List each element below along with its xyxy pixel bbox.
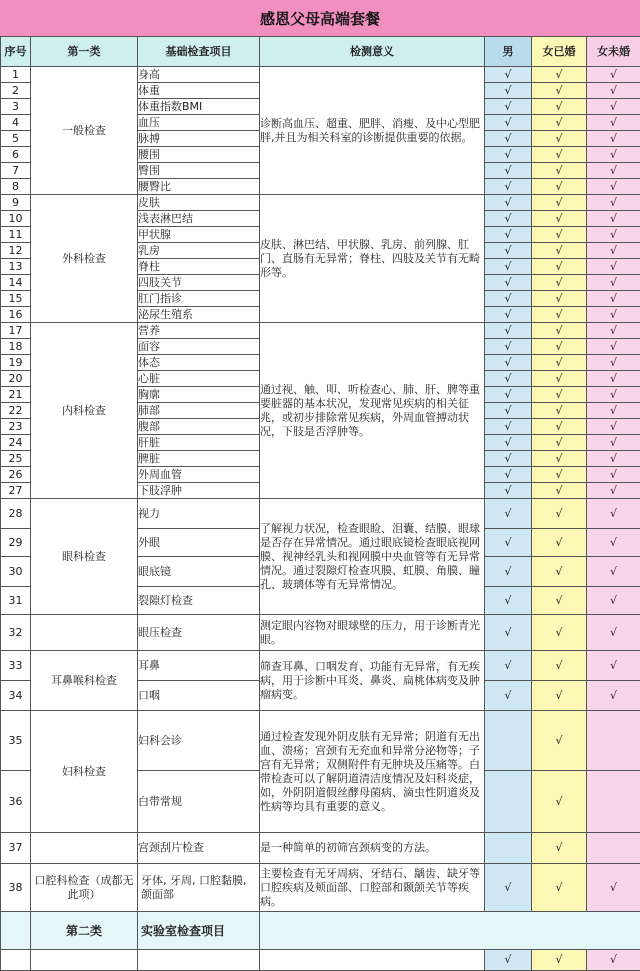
male-check: √ (485, 67, 532, 83)
row-number: 34 (1, 681, 31, 711)
male-check: √ (485, 387, 532, 403)
married-check: √ (532, 83, 587, 99)
subheader-category: 第二类 (31, 912, 138, 950)
item-name: 眼底镜 (138, 557, 260, 587)
item-name: 腰围 (138, 147, 260, 163)
row-number: 14 (1, 275, 31, 291)
table-row (1, 499, 640, 529)
unmarried-check: √ (587, 403, 640, 419)
row-number: 5 (1, 131, 31, 147)
unmarried-check: √ (587, 681, 640, 711)
row-number: 24 (1, 435, 31, 451)
row-number: 12 (1, 243, 31, 259)
row-number: 23 (1, 419, 31, 435)
item-name: 宫颈刮片检查 (138, 833, 260, 864)
header-married: 女已婚 (532, 37, 587, 67)
married-check: √ (532, 467, 587, 483)
married-check: √ (532, 651, 587, 681)
married-check: √ (532, 291, 587, 307)
male-check: √ (485, 557, 532, 587)
male-check: √ (485, 451, 532, 467)
item-name: 胸廓 (138, 387, 260, 403)
row-number: 38 (1, 864, 31, 912)
married-check: √ (532, 259, 587, 275)
row-number: 11 (1, 227, 31, 243)
subheader-no-empty (1, 912, 31, 950)
male-check: √ (485, 499, 532, 529)
unmarried-check: √ (587, 179, 640, 195)
male-check: √ (485, 355, 532, 371)
row-number: 29 (1, 529, 31, 557)
row-number: 6 (1, 147, 31, 163)
male-check: √ (485, 99, 532, 115)
meaning-oral: 主要检查有无牙周病、牙结石、龋齿、缺牙等口腔疾病及颊面部、口腔部和颞颌关节等疾病。 (260, 864, 485, 912)
married-check: √ (532, 195, 587, 211)
married-check: √ (532, 833, 587, 864)
table-row (1, 67, 640, 83)
row-number: 31 (1, 587, 31, 615)
row-number: 16 (1, 307, 31, 323)
married-check: √ (532, 371, 587, 387)
male-empty (485, 711, 532, 771)
married-check: √ (532, 387, 587, 403)
item-name: 臀围 (138, 163, 260, 179)
section-subheader-row (1, 912, 640, 950)
unmarried-empty (587, 833, 640, 864)
row-number: 10 (1, 211, 31, 227)
item-name: 眼压检查 (138, 615, 260, 651)
item-partial (138, 950, 260, 971)
row-number: 36 (1, 771, 31, 833)
unmarried-check: √ (587, 147, 640, 163)
married-check: √ (532, 243, 587, 259)
married-check: √ (532, 419, 587, 435)
item-name: 妇科会诊 (138, 711, 260, 771)
meaning-surgery: 皮肤、淋巴结、甲状腺、乳房、前列腺、肛门、直肠有无异常；脊柱、四肢及关节有无畸形等。 (260, 195, 485, 323)
married-check: √ (532, 227, 587, 243)
subheader-item: 实验室检查项目 (138, 912, 260, 950)
item-name: 裂隙灯检查 (138, 587, 260, 615)
male-check: √ (485, 211, 532, 227)
unmarried-check: √ (587, 371, 640, 387)
married-check: √ (532, 163, 587, 179)
unmarried-check: √ (587, 950, 640, 971)
row-number: 8 (1, 179, 31, 195)
married-check: √ (532, 131, 587, 147)
item-name: 腹部 (138, 419, 260, 435)
married-check: √ (532, 681, 587, 711)
item-name: 乳房 (138, 243, 260, 259)
category-eye-empty (31, 615, 138, 651)
row-number: 18 (1, 339, 31, 355)
category-gyn: 妇科检查 (31, 711, 138, 833)
page-title: 感恩父母高端套餐 (0, 0, 640, 37)
item-name: 血压 (138, 115, 260, 131)
unmarried-check: √ (587, 83, 640, 99)
married-check: √ (532, 323, 587, 339)
meaning-internal: 通过视、触、叩、听检查心、肺、肝、脾等重要脏器的基本状况，发现常见疾病的相关征兆，或初步排除常见疾病，外周血管搏动状况，下肢是否浮肿等。 (260, 323, 485, 499)
meaning-iop: 测定眼内容物对眼球壁的压力，用于诊断青光眼。 (260, 615, 485, 651)
row-number: 9 (1, 195, 31, 211)
row-number: 3 (1, 99, 31, 115)
row-number: 33 (1, 651, 31, 681)
male-check: √ (485, 483, 532, 499)
married-check: √ (532, 403, 587, 419)
item-name: 脉搏 (138, 131, 260, 147)
header-male: 男 (485, 37, 532, 67)
male-check: √ (485, 147, 532, 163)
male-check: √ (485, 371, 532, 387)
married-check: √ (532, 307, 587, 323)
married-check: √ (532, 587, 587, 615)
married-check: √ (532, 451, 587, 467)
item-name: 营养 (138, 323, 260, 339)
item-name: 浅表淋巴结 (138, 211, 260, 227)
married-check: √ (532, 115, 587, 131)
meaning-pap: 是一种简单的初筛宫颈病变的方法。 (260, 833, 485, 864)
married-check: √ (532, 711, 587, 771)
unmarried-check: √ (587, 259, 640, 275)
male-check: √ (485, 403, 532, 419)
married-check: √ (532, 950, 587, 971)
header-category: 第一类 (31, 37, 138, 67)
male-check: √ (485, 339, 532, 355)
row-number: 22 (1, 403, 31, 419)
item-name: 外周血管 (138, 467, 260, 483)
row-number: 7 (1, 163, 31, 179)
meaning-ent: 筛查耳鼻、口咽发育、功能有无异常，有无疾病，用于诊断中耳炎、鼻炎、扁桃体病变及肿瘤病变。 (260, 651, 485, 711)
meaning-general: 诊断高血压、超重、肥胖、消瘦、及中心型肥胖,并且为相关科室的诊断提供重要的依据。 (260, 67, 485, 195)
unmarried-check: √ (587, 163, 640, 179)
married-check: √ (532, 179, 587, 195)
male-check: √ (485, 419, 532, 435)
row-number: 26 (1, 467, 31, 483)
unmarried-check: √ (587, 483, 640, 499)
row-number: 32 (1, 615, 31, 651)
row-number: 19 (1, 355, 31, 371)
item-name: 外眼 (138, 529, 260, 557)
married-check: √ (532, 771, 587, 833)
male-check: √ (485, 587, 532, 615)
male-check: √ (485, 115, 532, 131)
unmarried-empty (587, 711, 640, 771)
unmarried-check: √ (587, 387, 640, 403)
category-general: 一般检查 (31, 67, 138, 195)
table-row (1, 711, 640, 771)
unmarried-check: √ (587, 115, 640, 131)
category-ent: 耳鼻喉科检查 (31, 651, 138, 711)
male-check: √ (485, 163, 532, 179)
package-table (0, 36, 640, 971)
unmarried-check: √ (587, 355, 640, 371)
unmarried-check: √ (587, 419, 640, 435)
table-row-partial (1, 950, 640, 971)
category-surgery: 外科检查 (31, 195, 138, 323)
unmarried-check: √ (587, 227, 640, 243)
row-number: 1 (1, 67, 31, 83)
male-check: √ (485, 435, 532, 451)
male-empty (485, 833, 532, 864)
item-name: 脊柱 (138, 259, 260, 275)
male-check: √ (485, 195, 532, 211)
male-check: √ (485, 615, 532, 651)
item-name: 体重 (138, 83, 260, 99)
unmarried-check: √ (587, 99, 640, 115)
item-name: 肺部 (138, 403, 260, 419)
row-number: 27 (1, 483, 31, 499)
married-check: √ (532, 355, 587, 371)
male-check: √ (485, 83, 532, 99)
category-oral: 口腔科检查（成都无此项） (31, 864, 138, 912)
married-check: √ (532, 615, 587, 651)
unmarried-check: √ (587, 587, 640, 615)
header-no: 序号 (1, 37, 31, 67)
male-check: √ (485, 651, 532, 681)
male-check: √ (485, 529, 532, 557)
unmarried-check: √ (587, 291, 640, 307)
item-name: 腰臀比 (138, 179, 260, 195)
item-name: 体态 (138, 355, 260, 371)
item-name: 面容 (138, 339, 260, 355)
item-name: 肝脏 (138, 435, 260, 451)
item-name: 体重指数BMI (138, 99, 260, 115)
married-check: √ (532, 483, 587, 499)
male-check: √ (485, 681, 532, 711)
male-check: √ (485, 307, 532, 323)
unmarried-check: √ (587, 435, 640, 451)
unmarried-check: √ (587, 243, 640, 259)
male-check: √ (485, 275, 532, 291)
married-check: √ (532, 211, 587, 227)
table-row (1, 864, 640, 912)
row-number: 35 (1, 711, 31, 771)
married-check: √ (532, 499, 587, 529)
male-check: √ (485, 259, 532, 275)
unmarried-empty (587, 771, 640, 833)
row-number: 37 (1, 833, 31, 864)
meaning-gyn: 通过检查发现外阴皮肤有无异常；阴道有无出血、溃疡；宫颈有无充血和异常分泌物等；子宫有无异常；双侧附件有无肿块及压痛等。白带检查可以了解阴道清洁度情况及妇科炎症，如，外阴阴道假丝酵母菌病、滴虫性阴道炎及性病等均具有重要的意义。 (260, 711, 485, 833)
row-number: 4 (1, 115, 31, 131)
item-name: 心脏 (138, 371, 260, 387)
married-check: √ (532, 557, 587, 587)
category-partial (31, 950, 138, 971)
row-number: 20 (1, 371, 31, 387)
item-name: 甲状腺 (138, 227, 260, 243)
table-row (1, 615, 640, 651)
meaning-partial (260, 950, 485, 971)
unmarried-check: √ (587, 651, 640, 681)
row-number: 17 (1, 323, 31, 339)
table-header-row (1, 37, 640, 67)
unmarried-check: √ (587, 467, 640, 483)
unmarried-check: √ (587, 529, 640, 557)
subheader-blank (260, 912, 640, 950)
header-unmarried: 女未婚 (587, 37, 640, 67)
item-name: 身高 (138, 67, 260, 83)
unmarried-check: √ (587, 307, 640, 323)
unmarried-check: √ (587, 67, 640, 83)
unmarried-check: √ (587, 211, 640, 227)
row-number: 15 (1, 291, 31, 307)
married-check: √ (532, 99, 587, 115)
header-item: 基础检查项目 (138, 37, 260, 67)
married-check: √ (532, 435, 587, 451)
item-name: 耳鼻 (138, 651, 260, 681)
row-number-partial (1, 950, 31, 971)
item-name: 四肢关节 (138, 275, 260, 291)
male-check: √ (485, 131, 532, 147)
unmarried-check: √ (587, 275, 640, 291)
unmarried-check: √ (587, 339, 640, 355)
row-number: 2 (1, 83, 31, 99)
category-eye: 眼科检查 (31, 499, 138, 615)
unmarried-check: √ (587, 864, 640, 912)
unmarried-check: √ (587, 615, 640, 651)
meaning-eye: 了解视力状况，检查眼睑、泪囊、结膜、眼球是否存在异常情况。通过眼底镜检查眼底视网膜、视神经乳头和视网膜中央血管等有无异常情况。通过裂隙灯检查巩膜、虹膜、角膜、瞳孔、玻璃体等有无异常情况。 (260, 499, 485, 615)
item-name: 皮肤 (138, 195, 260, 211)
married-check: √ (532, 864, 587, 912)
male-check: √ (485, 291, 532, 307)
row-number: 28 (1, 499, 31, 529)
item-name: 下肢浮肿 (138, 483, 260, 499)
unmarried-check: √ (587, 557, 640, 587)
married-check: √ (532, 339, 587, 355)
item-name: 泌尿生殖系 (138, 307, 260, 323)
unmarried-check: √ (587, 323, 640, 339)
unmarried-check: √ (587, 195, 640, 211)
table-row (1, 323, 640, 339)
table-row (1, 651, 640, 681)
male-check: √ (485, 467, 532, 483)
married-check: √ (532, 529, 587, 557)
male-check: √ (485, 227, 532, 243)
male-check: √ (485, 179, 532, 195)
unmarried-check: √ (587, 451, 640, 467)
row-number: 30 (1, 557, 31, 587)
row-number: 13 (1, 259, 31, 275)
table-row (1, 833, 640, 864)
married-check: √ (532, 275, 587, 291)
married-check: √ (532, 147, 587, 163)
category-gyn-empty (31, 833, 138, 864)
item-name: 口咽 (138, 681, 260, 711)
category-internal: 内科检查 (31, 323, 138, 499)
row-number: 21 (1, 387, 31, 403)
male-check: √ (485, 323, 532, 339)
table-row (1, 195, 640, 211)
male-check: √ (485, 243, 532, 259)
item-name: 牙体, 牙周, 口腔黏膜, 颌面部 (138, 864, 260, 912)
male-check: √ (485, 864, 532, 912)
male-check: √ (485, 950, 532, 971)
item-name: 肛门指诊 (138, 291, 260, 307)
unmarried-check: √ (587, 499, 640, 529)
item-name: 白带常规 (138, 771, 260, 833)
row-number: 25 (1, 451, 31, 467)
header-meaning: 检测意义 (260, 37, 485, 67)
married-check: √ (532, 67, 587, 83)
item-name: 脾脏 (138, 451, 260, 467)
male-empty (485, 771, 532, 833)
unmarried-check: √ (587, 131, 640, 147)
item-name: 视力 (138, 499, 260, 529)
